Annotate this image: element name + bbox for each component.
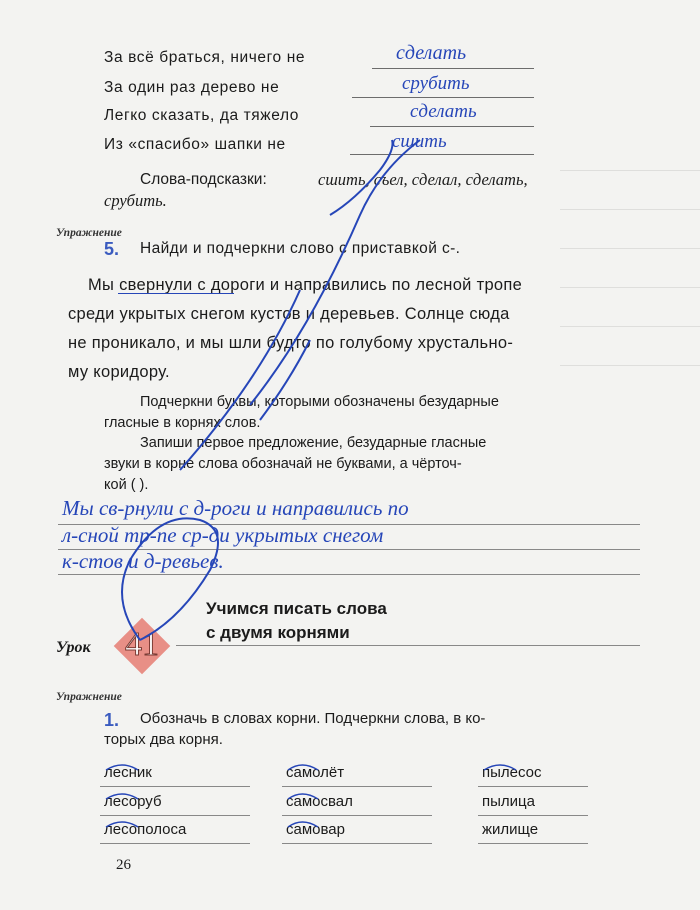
word-line-2-3 <box>478 815 588 816</box>
proverb-4: Из «спасибо» шапки не <box>104 136 286 153</box>
lesson-rule <box>176 645 640 646</box>
proverb-3: Легко сказать, да тяжело <box>104 107 299 124</box>
answer-4: сшить <box>392 131 447 152</box>
exercise-5-number: 5. <box>104 239 120 259</box>
word-line-3-1 <box>100 843 250 844</box>
word-pylesos: пылесос <box>482 764 542 781</box>
word-line-2-2 <box>282 815 432 816</box>
task2-line-1: Подчеркни буквы, которыми обозначены безударные <box>140 394 499 410</box>
proverb-2: За один раз дерево не <box>104 79 280 96</box>
passage-line-3: не проникало, и мы шли будто по голубому хрустально- <box>68 334 514 352</box>
writing-line-3 <box>58 574 640 575</box>
hints-words-2: срубить. <box>104 191 167 210</box>
word-samosval: самосвал <box>286 793 353 810</box>
exercise-5-label: Упражнение <box>56 227 122 239</box>
word-lesnik: лесник <box>104 764 152 781</box>
word-line-3-3 <box>478 843 588 844</box>
ex1-task-line-1: Обозначь в словах корни. Подчеркни слова, в ко- <box>140 710 486 727</box>
lesson-title-1: Учимся писать слова <box>206 599 387 618</box>
handwritten-line-3: к-стов и д-ревьев. <box>62 549 224 573</box>
exercise-5-task3 <box>104 433 644 496</box>
lesson-number: 41 <box>125 626 159 663</box>
word-lesorub: лесоруб <box>104 793 162 810</box>
hints-words: сшить, съел, сделал, сделать, <box>318 170 528 189</box>
passage-line-4: му коридору. <box>68 363 170 381</box>
passage-line-1: Мы свернули с дороги и направились по лесной тропе <box>88 276 523 294</box>
word-lesopolosa: лесополоса <box>104 821 187 838</box>
task3-line-3: кой ( ). <box>104 477 149 493</box>
exercise-5-task: Найди и подчеркни слово с приставкой с-. <box>140 240 461 257</box>
task3-line-2: звуки в корне слова обозначай не буквами, а чёрточ- <box>104 456 462 472</box>
lesson-word: Урок <box>56 639 91 656</box>
word-samolet: самолёт <box>286 764 345 781</box>
handwritten-line-1: Мы св-рнули с д-роги и направились по <box>62 496 409 520</box>
exercise-5-passage <box>68 271 648 387</box>
lesson-badge <box>116 620 168 672</box>
word-line-1-2 <box>282 786 432 787</box>
exercise-1-label: Упражнение <box>56 691 122 703</box>
page-number: 26 <box>116 857 131 873</box>
ex1-task-line-2: торых два корня. <box>104 731 223 748</box>
word-line-1-3 <box>478 786 588 787</box>
exercise-1-number: 1. <box>104 710 120 730</box>
exercise-1-task <box>104 708 644 750</box>
exercise-5-task2 <box>104 392 644 434</box>
answer-line-1 <box>372 68 534 69</box>
answer-3: сделать <box>410 101 477 122</box>
word-line-2-1 <box>100 815 250 816</box>
word-zhilishche: жилище <box>482 821 539 838</box>
word-samovar: самовар <box>286 821 345 838</box>
proverb-1: За всё браться, ничего не <box>104 49 306 66</box>
handwritten-line-2: л-сной тр-пе ср-ди укрытых снегом <box>62 523 384 547</box>
hints-label: Слова-подсказки: <box>140 171 267 188</box>
underline-svernuli <box>118 293 234 294</box>
answer-1: сделать <box>396 42 467 64</box>
passage-line-2: среди укрытых снегом кустов и деревьев. Солнце сюда <box>68 305 510 323</box>
answer-line-3 <box>370 126 534 127</box>
task2-line-2: гласные в корнях слов. <box>104 415 261 431</box>
word-line-3-2 <box>282 843 432 844</box>
word-line-1-1 <box>100 786 250 787</box>
answer-2: срубить <box>402 73 470 94</box>
word-pylitsa: пылица <box>482 793 535 810</box>
task3-line-1: Запиши первое предложение, безударные гласные <box>140 435 487 451</box>
answer-line-2 <box>352 97 534 98</box>
answer-line-4 <box>350 154 534 155</box>
lesson-title-2: с двумя корнями <box>206 623 350 642</box>
